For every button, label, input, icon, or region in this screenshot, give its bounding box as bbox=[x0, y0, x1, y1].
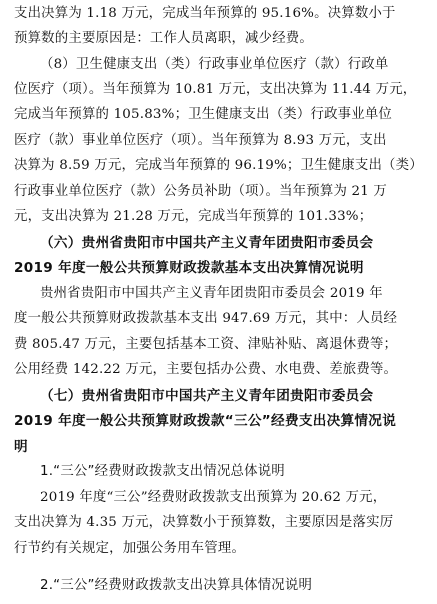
paragraph-line: 费 805.47 万元，主要包括基本工资、津贴补贴、离退休费等； bbox=[14, 337, 398, 352]
section-heading: 2019 年度一般公共预算财政拨款“三公”经费支出决算情况说 bbox=[14, 413, 397, 429]
paragraph-line: 公用经费 142.22 万元，主要包括办公费、水电费、差旅费等。 bbox=[14, 362, 398, 377]
subsection-heading: 2.“三公”经费财政拨款支出决算具体情况说明 bbox=[40, 578, 313, 593]
section-heading: 明 bbox=[14, 439, 28, 455]
section-heading: （六）贵州省贵阳市中国共产主义青年团贵阳市委员会 bbox=[40, 235, 374, 251]
paragraph-line: 支出决算为 1.18 万元，完成当年预算的 95.16%。决算数小于 bbox=[14, 6, 396, 21]
paragraph-line: 决算为 8.59 万元，完成当年预算的 96.19%；卫生健康支出（类） bbox=[14, 158, 423, 173]
paragraph-line: 元，支出决算为 21.28 万元，完成当年预算的 101.33%； bbox=[14, 209, 373, 224]
paragraph-line: 预算数的主要原因是：工作人员离职，减少经费。 bbox=[14, 31, 313, 46]
paragraph-line: 贵州省贵阳市中国共产主义青年团贵阳市委员会 2019 年 bbox=[40, 286, 383, 301]
paragraph-line: 医疗（款）事业单位医疗（项）。当年预算为 8.93 万元，支出 bbox=[14, 133, 387, 148]
section-heading: 2019 年度一般公共预算财政拨款基本支出决算情况说明 bbox=[14, 260, 364, 276]
subsection-heading: 1.“三公”经费财政拨款支出情况总体说明 bbox=[40, 464, 285, 479]
paragraph-line: 支出决算为 4.35 万元，决算数小于预算数，主要原因是落实厉 bbox=[14, 515, 394, 530]
paragraph-line: 2019 年度“三公”经费财政拨款支出预算为 20.62 万元， bbox=[40, 490, 387, 505]
paragraph-line: 位医疗（项）。当年预算为 10.81 万元，支出决算为 11.44 万元， bbox=[14, 82, 417, 97]
paragraph-line: 行政事业单位医疗（款）公务员补助（项）。当年预算为 21 万 bbox=[14, 184, 388, 199]
paragraph-line: （8）卫生健康支出（类）行政事业单位医疗（款）行政单 bbox=[40, 57, 389, 72]
paragraph-line: 度一般公共预算财政拨款基本支出 947.69 万元，其中：人员经 bbox=[14, 311, 398, 326]
section-heading: （七）贵州省贵阳市中国共产主义青年团贵阳市委员会 bbox=[40, 388, 374, 404]
paragraph-line: 行节约有关规定，加强公务用车管理。 bbox=[14, 541, 246, 556]
paragraph-line: 完成当年预算的 105.83%；卫生健康支出（类）行政事业单位 bbox=[14, 107, 393, 122]
